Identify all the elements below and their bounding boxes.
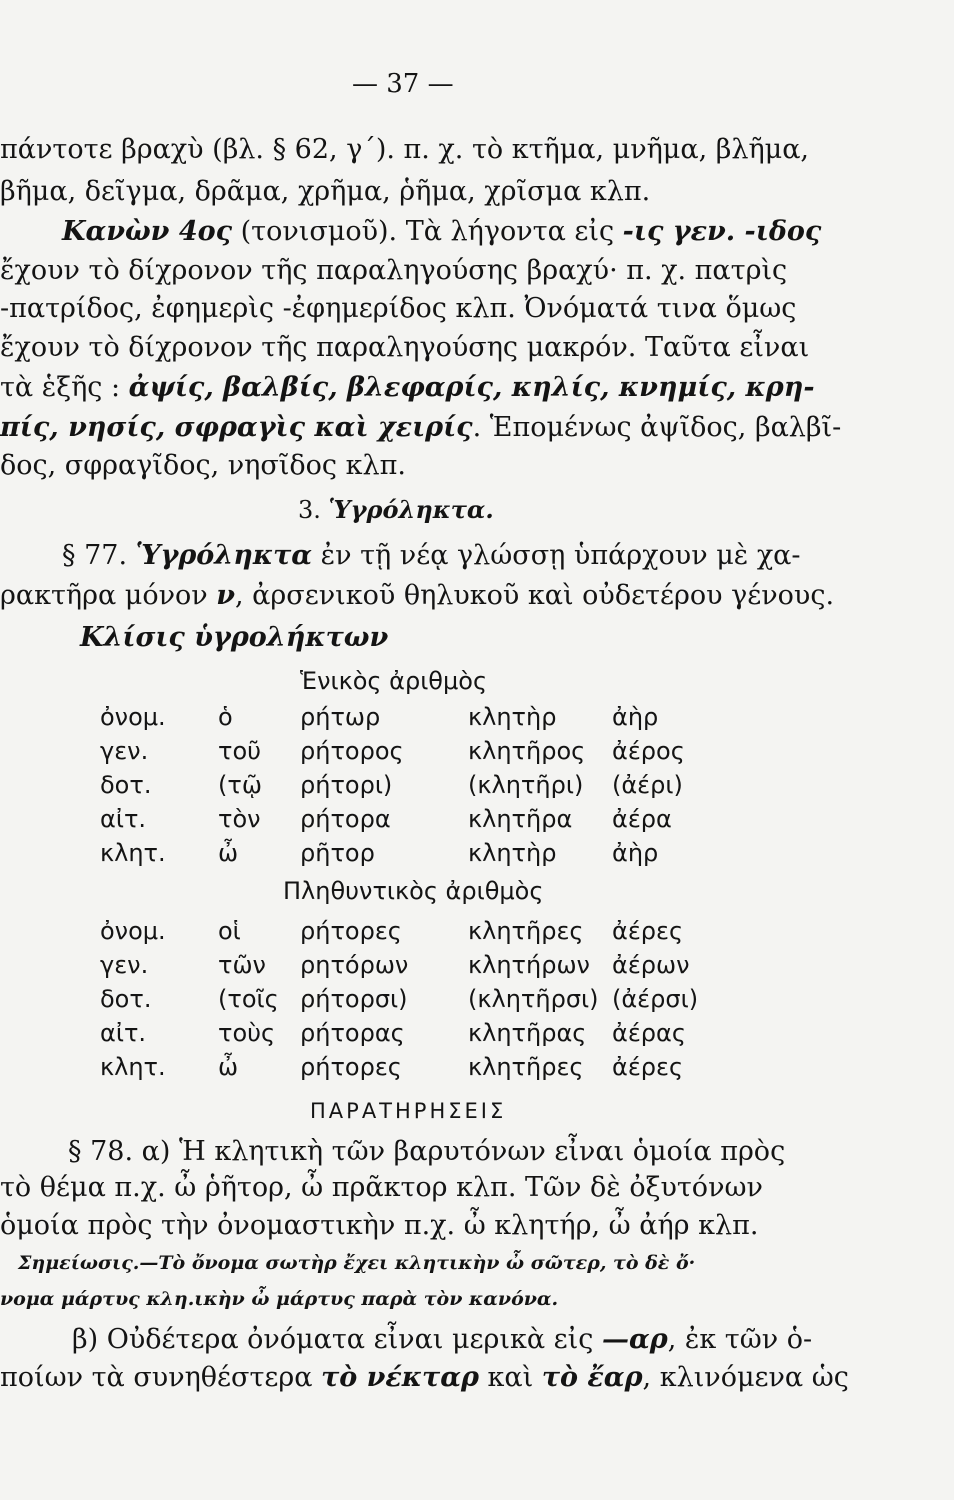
paragraph-77-line-2: ρακτῆρα μόνον ν, ἀρσενικοῦ θηλυκοῦ καὶ οὐδετέρου γένους. xyxy=(0,580,835,611)
plural-aer-form: ἀέρες xyxy=(612,1053,684,1081)
section-heading: 3. Ὑγρόληκτα. xyxy=(298,495,494,524)
paragraph-78-line-3: ὁμοία πρὸς τὴν ὀνομαστικὴν π.χ. ὦ κλητήρ, ὦ ἀήρ κλπ. xyxy=(0,1210,759,1241)
text-line-9: δος, σφραγῖδος, νησῖδος κλπ. xyxy=(0,450,406,481)
singular-kleter-form: κλητὴρ xyxy=(468,839,557,867)
singular-article: τὸν xyxy=(218,805,261,833)
singular-rhetor-form: ρήτορι) xyxy=(300,771,393,799)
singular-heading: Ἑνικὸς ἀριθμὸς xyxy=(300,667,488,695)
plural-heading: Πληθυντικὸς ἀριθμὸς xyxy=(283,877,544,905)
paragraph-78-line-2: τὸ θέμα π.χ. ὦ ῥῆτορ, ὦ πρᾶκτορ κλπ. Τῶν δὲ ὀξυτόνων xyxy=(0,1172,763,1203)
text-line-7: τὰ ἑξῆς : ἀψίς, βαλβίς, βλεφαρίς, κηλίς, κνημίς, κρη- xyxy=(0,372,815,403)
plural-rhetor-form: ρητόρων xyxy=(300,951,409,979)
singular-case-label: γεν. xyxy=(100,737,149,765)
singular-case-label: κλητ. xyxy=(100,839,166,867)
text-line-1: πάντοτε βραχὺ (βλ. § 62, γ΄). π. χ. τὸ κτῆμα, μνῆμα, βλῆμα, xyxy=(0,134,810,165)
plural-kleter-form: κλητῆρας xyxy=(468,1019,587,1047)
plural-article: οἱ xyxy=(218,917,241,945)
singular-case-label: αἰτ. xyxy=(100,805,147,833)
rule-4-line: Κανὼν 4ος (τονισμοῦ). Τὰ λήγοντα εἰς -ις γεν. -ιδος xyxy=(62,216,822,247)
note-line-1: Σημείωσις.—Τὸ ὄνομα σωτὴρ ἔχει κλητικὴν ὦ σῶτερ, τὸ δὲ ὄ· xyxy=(18,1252,696,1274)
singular-aer-form: ἀὴρ xyxy=(612,703,659,731)
singular-article: ὁ xyxy=(218,703,233,731)
plural-rhetor-form: ρήτορας xyxy=(300,1019,405,1047)
singular-article: τοῦ xyxy=(218,737,262,765)
declension-heading: Κλίσις ὑγρολήκτων xyxy=(80,622,389,653)
text-line-4: ἔχουν τὸ δίχρονον τῆς παραληγούσης βραχύ· π. χ. πατρὶς xyxy=(0,255,788,286)
singular-kleter-form: (κλητῆρι) xyxy=(468,771,584,799)
plural-article: ὦ xyxy=(218,1053,239,1081)
singular-article: (τῷ xyxy=(218,771,262,799)
plural-kleter-form: (κλητῆρσι) xyxy=(468,985,599,1013)
plural-kleter-form: κλητῆρες xyxy=(468,1053,584,1081)
plural-kleter-form: κλητήρων xyxy=(468,951,590,979)
paragraph-b-line-1: β) Οὐδέτερα ὀνόματα εἶναι μερικὰ εἰς —αρ, ἐκ τῶν ὁ- xyxy=(72,1324,813,1355)
paragraph-b-line-2: ποίων τὰ συνηθέστερα τὸ νέκταρ καὶ τὸ ἔαρ, κλινόμενα ὡς xyxy=(0,1362,849,1393)
plural-case-label: γεν. xyxy=(100,951,149,979)
singular-aer-form: ἀὴρ xyxy=(612,839,659,867)
text-line-5: -πατρίδος, ἐφημερὶς -ἐφημερίδος κλπ. Ὀνόματά τινα ὅμως xyxy=(0,293,797,324)
plural-case-label: ὀνομ. xyxy=(100,917,166,945)
singular-kleter-form: κλητῆρα xyxy=(468,805,573,833)
plural-case-label: αἰτ. xyxy=(100,1019,147,1047)
note-line-2: νομα μάρτυς κλη.ικὴν ὦ μάρτυς παρὰ τὸν κανόνα. xyxy=(0,1288,559,1310)
plural-aer-form: ἀέρων xyxy=(612,951,690,979)
singular-aer-form: (ἀέρι) xyxy=(612,771,683,799)
page-number: — 37 — xyxy=(352,69,454,99)
plural-rhetor-form: ρήτορες xyxy=(300,917,402,945)
text-line-2: βῆμα, δεῖγμα, δρᾶμα, χρῆμα, ῥῆμα, χρῖσμα κλπ. xyxy=(0,176,651,207)
singular-rhetor-form: ρήτορος xyxy=(300,737,404,765)
singular-article: ὦ xyxy=(218,839,239,867)
singular-aer-form: ἀέρα xyxy=(612,805,672,833)
singular-case-label: ὀνομ. xyxy=(100,703,166,731)
singular-rhetor-form: ρήτορα xyxy=(300,805,391,833)
text-line-6: ἔχουν τὸ δίχρονον τῆς παραληγούσης μακρόν. Ταῦτα εἶναι xyxy=(0,332,810,363)
singular-case-label: δοτ. xyxy=(100,771,152,799)
plural-aer-form: ἀέρας xyxy=(612,1019,686,1047)
rule-4-title: Κανὼν 4ος xyxy=(62,216,233,247)
plural-article: (τοῖς xyxy=(218,985,279,1013)
paragraph-77-line-1: § 77. Ὑγρόληκτα ἐν τῇ νέᾳ γλώσσῃ ὑπάρχουν μὲ χα- xyxy=(62,540,801,571)
singular-rhetor-form: ρήτωρ xyxy=(300,703,381,731)
remarks-heading: ΠΑΡΑΤΗΡΗΣΕΙΣ xyxy=(310,1099,507,1123)
plural-aer-form: ἀέρες xyxy=(612,917,684,945)
singular-aer-form: ἀέρος xyxy=(612,737,685,765)
plural-rhetor-form: ρήτορσι) xyxy=(300,985,408,1013)
text-line-8: πίς, νησίς, σφραγὶς καὶ χειρίς. Ἑπομένως ἀψῖδος, βαλβῖ- xyxy=(0,412,842,443)
plural-case-label: δοτ. xyxy=(100,985,152,1013)
paragraph-78-line-1: § 78. α) Ἡ κλητικὴ τῶν βαρυτόνων εἶναι ὁμοία πρὸς xyxy=(68,1136,786,1167)
plural-article: τοὺς xyxy=(218,1019,276,1047)
plural-article: τῶν xyxy=(218,951,266,979)
plural-kleter-form: κλητῆρες xyxy=(468,917,584,945)
plural-case-label: κλητ. xyxy=(100,1053,166,1081)
plural-rhetor-form: ρήτορες xyxy=(300,1053,402,1081)
singular-kleter-form: κλητῆρος xyxy=(468,737,586,765)
singular-rhetor-form: ρῆτορ xyxy=(300,839,375,867)
plural-aer-form: (ἀέρσι) xyxy=(612,985,699,1013)
singular-kleter-form: κλητὴρ xyxy=(468,703,557,731)
